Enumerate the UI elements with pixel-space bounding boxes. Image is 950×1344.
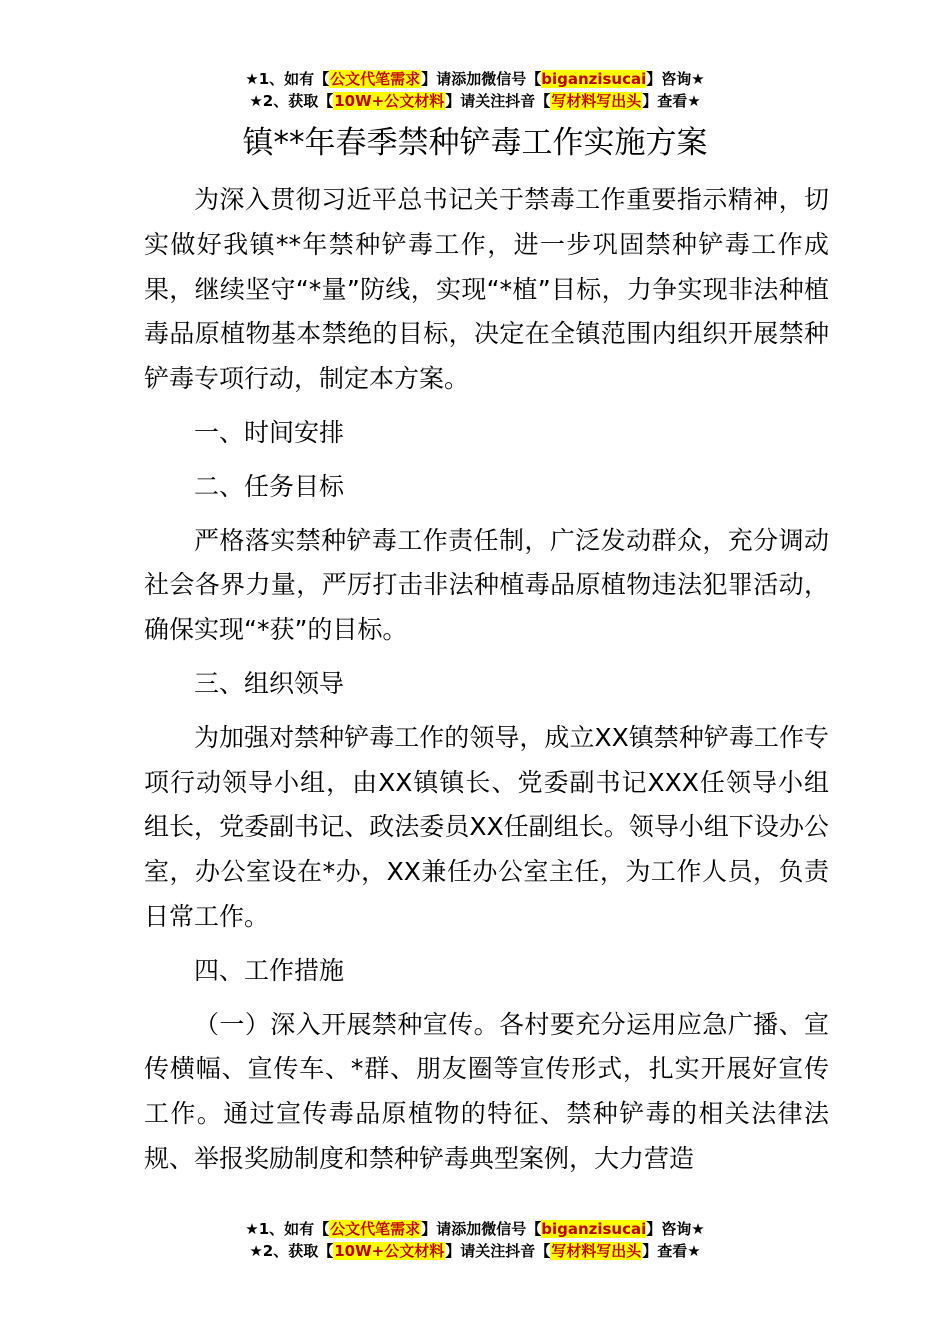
banner-text: ★1、如有【 — [245, 1220, 330, 1238]
section-heading: 四、工作措施 — [194, 955, 345, 985]
banner-line-1 — [0, 68, 950, 90]
paragraph: 为加强对禁种铲毒工作的领导，成立XX镇禁种铲毒工作专项行动领导小组，由XX镇镇长、党委副书记XXX任领导小组组长，党委副书记、政法委员XX任副组长。领导小组下设办公室，办公室设在*办，XX兼任办公室主任，为工作人员，负责日常工作。 — [144, 722, 829, 931]
paragraph: 严格落实禁种铲毒工作责任制，广泛发动群众，充分调动社会各界力量，严厉打击非法种植毒品原植物违法犯罪活动，确保实现“*获”的目标。 — [144, 525, 829, 645]
document-body — [144, 178, 829, 1191]
header-banner — [0, 68, 950, 112]
banner-text: ★2、获取【 — [249, 92, 334, 110]
banner-text: 】咨询★ — [646, 1220, 705, 1238]
banner-line-2 — [0, 1240, 950, 1262]
banner-highlight: 写材料写出头 — [551, 92, 642, 110]
banner-line-2 — [0, 90, 950, 112]
banner-highlight: 写材料写出头 — [551, 1242, 642, 1260]
banner-text: ★2、获取【 — [249, 1242, 334, 1260]
section-heading: 二、任务目标 — [194, 471, 345, 501]
banner-highlight: biganzisucai — [541, 1220, 647, 1238]
banner-text: 】请添加微信号【 — [421, 1220, 542, 1238]
banner-text: ★1、如有【 — [245, 70, 330, 88]
section-heading: 一、时间安排 — [194, 417, 345, 447]
section-heading: 三、组织领导 — [194, 668, 345, 698]
paragraph: 为深入贯彻习近平总书记关于禁毒工作重要指示精神，切实做好我镇**年禁种铲毒工作，进一步巩固禁种铲毒工作成果，继续坚守“*量”防线，实现“*植”目标，力争实现非法种植毒品原植物基本禁绝的目标，决定在全镇范围内组织开展禁种铲毒专项行动，制定本方案。 — [144, 185, 829, 394]
banner-text: 】查看★ — [642, 92, 701, 110]
banner-highlight: 公文代笔需求 — [330, 1220, 421, 1238]
banner-text: 】查看★ — [642, 1242, 701, 1260]
paragraph: （一）深入开展禁种宣传。各村要充分运用应急广播、宣传横幅、宣传车、*群、朋友圈等宣传形式，扎实开展好宣传工作。通过宣传毒品原植物的特征、禁种铲毒的相关法律法规、举报奖励制度和禁种铲毒典型案例，大力营造 — [144, 1009, 829, 1173]
banner-highlight: 10W+公文材料 — [334, 92, 445, 110]
banner-highlight: 10W+公文材料 — [334, 1242, 445, 1260]
banner-text: 】请关注抖音【 — [445, 92, 551, 110]
banner-highlight: biganzisucai — [541, 70, 647, 88]
banner-highlight: 公文代笔需求 — [330, 70, 421, 88]
document-title: 镇**年春季禁种铲毒工作实施方案 — [242, 125, 708, 161]
footer-banner — [0, 1218, 950, 1262]
banner-line-1 — [0, 1218, 950, 1240]
banner-text: 】请关注抖音【 — [445, 1242, 551, 1260]
banner-text: 】请添加微信号【 — [421, 70, 542, 88]
banner-text: 】咨询★ — [646, 70, 705, 88]
